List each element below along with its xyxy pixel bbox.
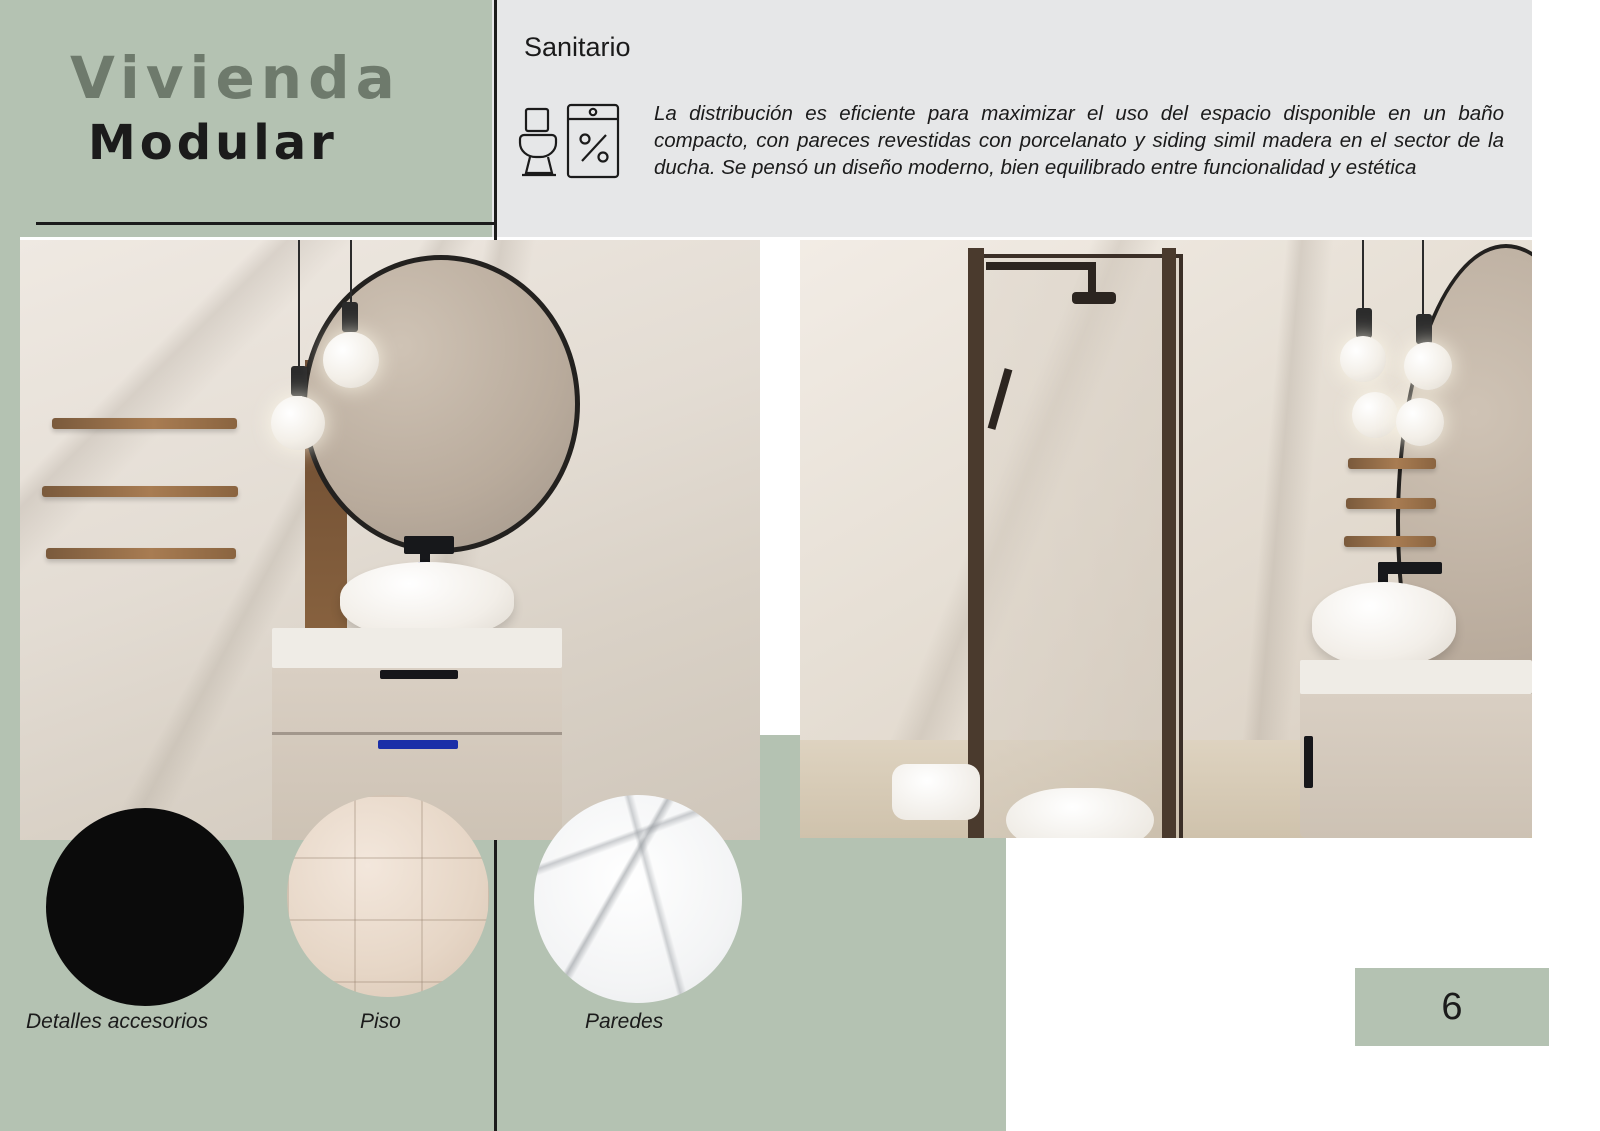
swatch-label-piso: Piso bbox=[360, 1010, 401, 1033]
swatch-label-detalles: Detalles accesorios bbox=[26, 1010, 209, 1033]
title-line-modular: Modular bbox=[88, 114, 338, 171]
left-sage-strip bbox=[0, 237, 20, 1131]
page-title bbox=[70, 44, 490, 171]
bathroom-vanity-photo bbox=[20, 240, 760, 840]
bathroom-shower-photo bbox=[800, 240, 1532, 838]
swatch-detalles bbox=[46, 808, 244, 1006]
section-heading: Sanitario bbox=[524, 32, 631, 62]
title-line-vivienda: Vivienda bbox=[70, 44, 401, 112]
header-white-panel bbox=[1532, 0, 1600, 237]
swatch-label-paredes: Paredes bbox=[585, 1010, 664, 1033]
page-number-badge bbox=[1355, 968, 1549, 1046]
page-number: 6 bbox=[1441, 985, 1463, 1028]
section-description: La distribución es eficiente para maximizar el uso del espacio disponible en un baño compacto, con pareces revestidas con porcelanato y siding simil madera en el sector de la ducha. Se pensó un diseño moderno, bien equilibrado entre funcionalidad y estética bbox=[654, 102, 1504, 180]
swatch-paredes bbox=[534, 795, 742, 1003]
title-underline bbox=[36, 222, 494, 225]
swatch-piso bbox=[287, 795, 489, 997]
toilet-and-shower-icon bbox=[512, 95, 628, 195]
